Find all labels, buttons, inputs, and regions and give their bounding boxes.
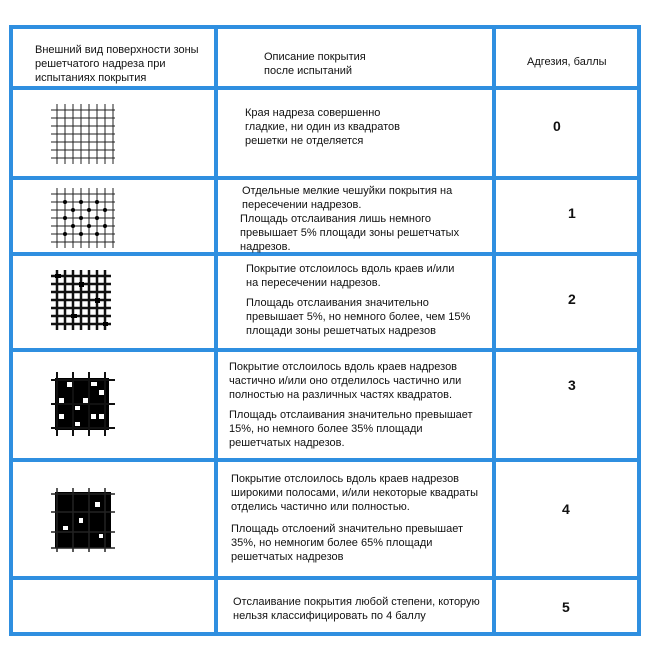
row-2-appearance — [13, 256, 214, 348]
grid-heavy-icon — [51, 488, 115, 552]
row-4-score: 4 — [562, 501, 570, 517]
row-5-score: 5 — [562, 599, 570, 615]
row-1-score-cell — [496, 180, 637, 252]
row-2-score: 2 — [568, 291, 576, 307]
header-cell-appearance — [13, 29, 214, 86]
row-4-score-cell — [496, 462, 637, 576]
row-2-score-cell — [496, 256, 637, 348]
row-5-description — [218, 580, 492, 632]
row-2-description-text-a: Покрытие отслоилось вдоль краев и/или на пересечении надрезов. — [246, 263, 455, 289]
row-5-appearance — [13, 580, 214, 632]
row-1-description-text-b: Площадь отслаивания лишь немного превышает 5% площади зоны решетчатых надрезов. — [240, 213, 460, 253]
grid-clean-icon — [51, 102, 115, 166]
header-adhesion-label: Адгезия, баллы — [527, 56, 607, 68]
row-0-description — [218, 90, 492, 176]
row-1-score: 1 — [568, 205, 576, 221]
row-3-score: 3 — [568, 377, 576, 393]
grid-dots-icon — [51, 186, 115, 250]
header-appearance-label: Внешний вид поверхности зоны решетчатого надреза при испытаниях покрытия — [35, 44, 199, 84]
header-cell-description — [218, 29, 492, 86]
row-4-appearance — [13, 462, 214, 576]
row-0-description-text: Края надреза совершенно гладкие, ни один из квадратов решетки не отделяется — [245, 107, 400, 147]
grid-partial-icon — [51, 372, 115, 436]
row-3-description-text-a: Покрытие отслоилось вдоль краев надрезов частично и/или оно отделилось частично или полностью на различных частях квадратов. — [229, 361, 462, 401]
row-0-appearance — [13, 90, 214, 176]
row-3-description — [218, 352, 492, 458]
row-4-description-text-a: Покрытие отслоилось вдоль краев надрезов широкими полосами, и/или некоторые квадраты отделись частично или полностью. — [231, 473, 479, 513]
grid-edges-icon — [51, 268, 115, 332]
row-5-score-cell — [496, 580, 637, 632]
adhesion-table — [9, 25, 641, 636]
row-1-description — [218, 180, 492, 252]
row-0-score-cell — [496, 90, 637, 176]
row-2-description — [218, 256, 492, 348]
row-1-appearance — [13, 180, 214, 252]
row-0-score: 0 — [553, 118, 561, 134]
row-4-description — [218, 462, 492, 576]
row-1-description-text-a: Отдельные мелкие чешуйки покрытия на пересечении надрезов. — [242, 185, 453, 211]
row-2-description-text-b: Площадь отслаивания значительно превышает 5%, но немного более, чем 15% площади зоны решетчатых надрезов — [246, 297, 471, 337]
row-3-description-text-b: Площадь отслаивания значительно превышает 15%, но немного более 35% площади решетчатых надрезов. — [229, 409, 473, 449]
header-cell-adhesion — [496, 29, 637, 86]
row-3-score-cell — [496, 352, 637, 458]
header-description-label: Описание покрытия после испытаний — [264, 51, 366, 77]
row-5-description-text: Отслаивание покрытия любой степени, которую нельзя классифицировать по 4 баллу — [233, 596, 480, 622]
row-3-appearance — [13, 352, 214, 458]
row-4-description-text-b: Площадь отслоений значительно превышает 35%, но немногим более 65% площади решетчатых надрезов — [231, 523, 464, 563]
